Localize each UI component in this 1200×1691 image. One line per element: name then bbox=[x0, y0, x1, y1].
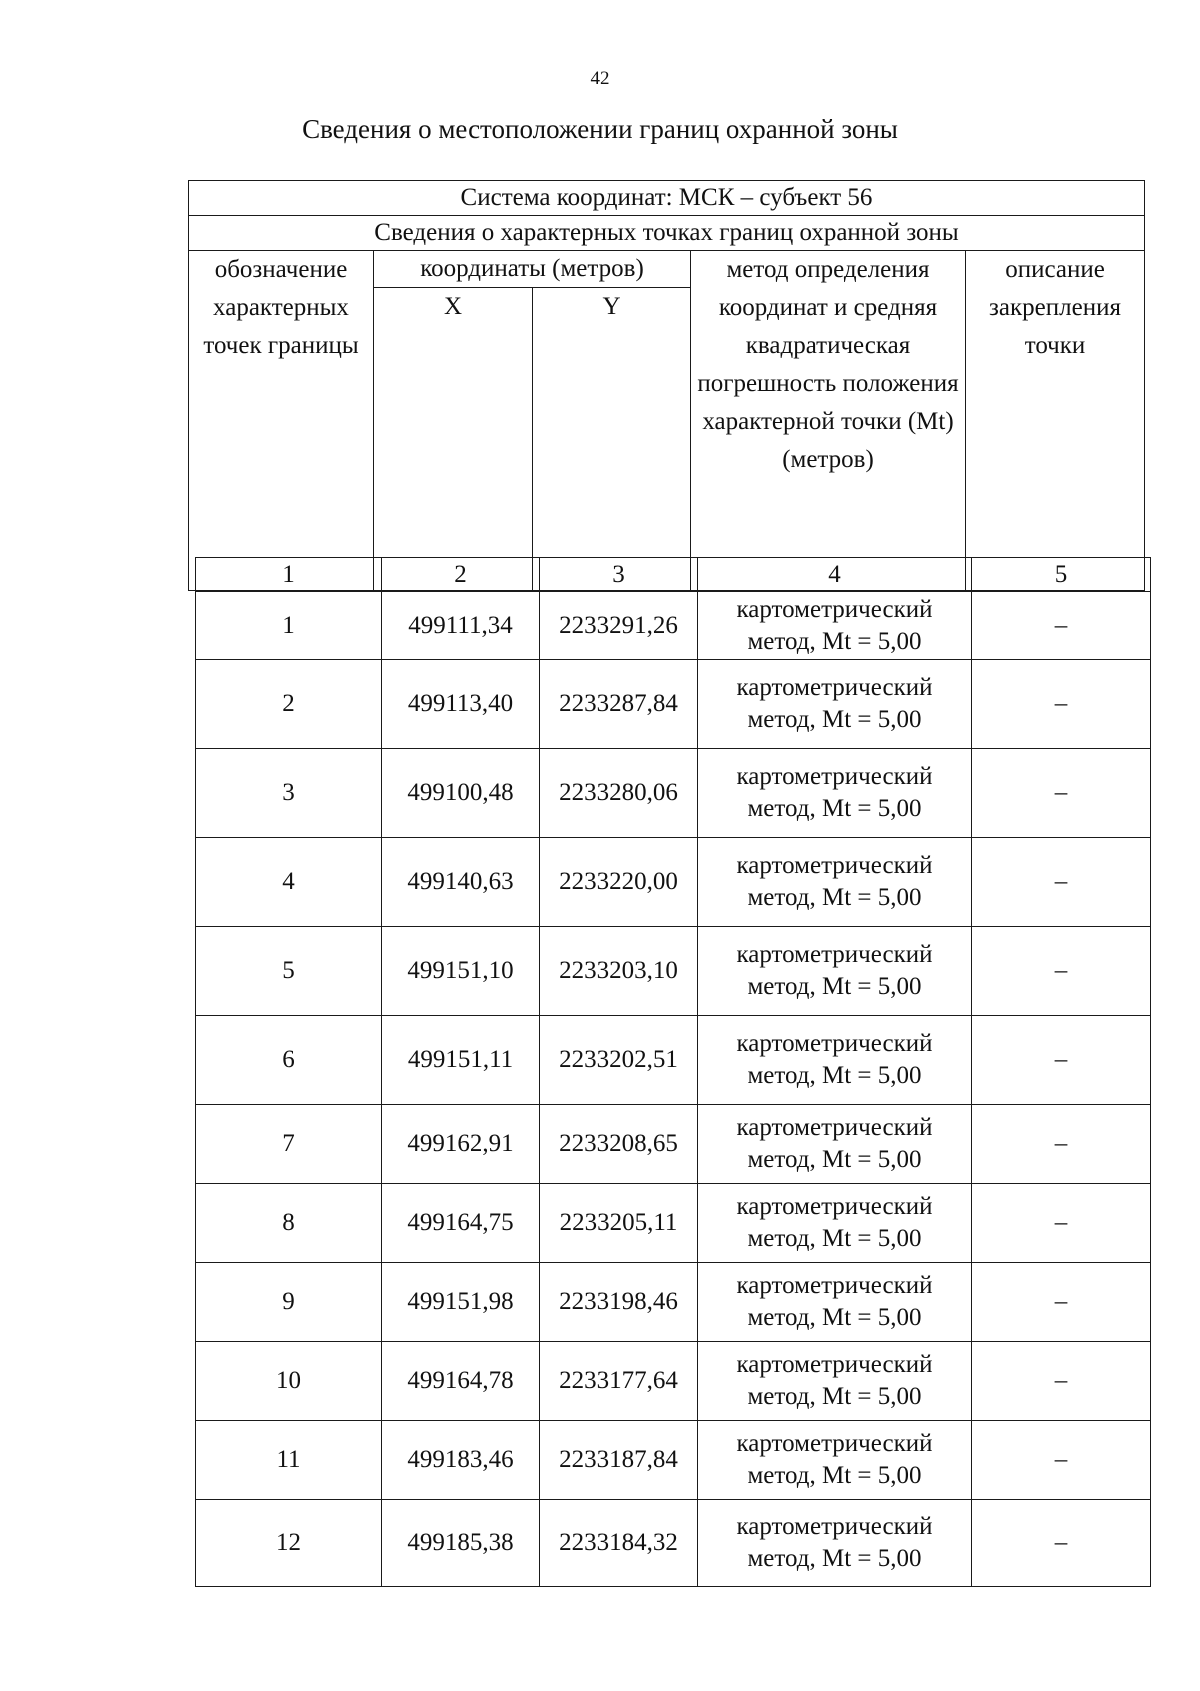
column-number: 2 bbox=[382, 558, 540, 592]
table-row bbox=[196, 1342, 1151, 1421]
x-coordinate: 499113,40 bbox=[382, 660, 540, 749]
page-number: 42 bbox=[590, 68, 610, 89]
header-designation: обозначение характерных точек границы bbox=[189, 251, 374, 591]
method-line: метод, Mt = 5,00 bbox=[747, 1225, 922, 1252]
fixing-description: – bbox=[972, 592, 1151, 660]
y-coordinate: 2233280,06 bbox=[540, 749, 698, 838]
method-line: картометрический bbox=[736, 852, 933, 879]
method-line: метод, Mt = 5,00 bbox=[747, 627, 922, 655]
x-coordinate: 499151,10 bbox=[382, 927, 540, 1016]
method-cell bbox=[698, 592, 972, 660]
x-coordinate: 499164,78 bbox=[382, 1342, 540, 1421]
method-line: метод, Mt = 5,00 bbox=[747, 1304, 922, 1331]
y-coordinate: 2233198,46 bbox=[540, 1263, 698, 1342]
fixing-description: – bbox=[972, 1184, 1151, 1263]
y-coordinate: 2233287,84 bbox=[540, 660, 698, 749]
point-number: 2 bbox=[196, 660, 382, 749]
fixing-description: – bbox=[972, 1263, 1151, 1342]
points-heading: Сведения о характерных точках границ охранной зоны bbox=[189, 216, 1145, 251]
fixing-description: – bbox=[972, 1105, 1151, 1184]
point-number: 5 bbox=[196, 927, 382, 1016]
column-number: 1 bbox=[196, 558, 382, 592]
x-coordinate: 499162,91 bbox=[382, 1105, 540, 1184]
method-cell bbox=[698, 1105, 972, 1184]
table-row bbox=[196, 1500, 1151, 1587]
method-cell bbox=[698, 1016, 972, 1105]
y-coordinate: 2233177,64 bbox=[540, 1342, 698, 1421]
column-number-row bbox=[196, 558, 1151, 592]
table-row bbox=[196, 1421, 1151, 1500]
table-row bbox=[196, 838, 1151, 927]
method-line: картометрический bbox=[736, 1513, 933, 1540]
method-line: картометрический bbox=[736, 674, 933, 701]
table-row bbox=[196, 1184, 1151, 1263]
table-row bbox=[196, 1263, 1151, 1342]
method-line: картометрический bbox=[736, 1430, 933, 1457]
method-line: метод, Mt = 5,00 bbox=[747, 1383, 922, 1410]
method-line: метод, Mt = 5,00 bbox=[747, 1062, 922, 1089]
table-row bbox=[196, 592, 1151, 660]
method-line: метод, Mt = 5,00 bbox=[747, 795, 922, 822]
x-coordinate: 499151,11 bbox=[382, 1016, 540, 1105]
point-number: 6 bbox=[196, 1016, 382, 1105]
table-header bbox=[188, 180, 1145, 591]
points-table bbox=[195, 557, 1151, 1587]
table-row bbox=[196, 749, 1151, 838]
method-line: картометрический bbox=[736, 1030, 933, 1057]
method-cell bbox=[698, 749, 972, 838]
method-line: картометрический bbox=[736, 1114, 933, 1141]
column-number: 5 bbox=[972, 558, 1151, 592]
fixing-description: – bbox=[972, 927, 1151, 1016]
x-coordinate: 499183,46 bbox=[382, 1421, 540, 1500]
header-y: Y bbox=[533, 288, 691, 591]
coordinate-system: Система координат: МСК – субъект 56 bbox=[189, 181, 1145, 216]
method-cell bbox=[698, 1500, 972, 1587]
fixing-description: – bbox=[972, 1016, 1151, 1105]
table-row bbox=[196, 660, 1151, 749]
method-line: метод, Mt = 5,00 bbox=[747, 884, 922, 911]
table-row bbox=[196, 1016, 1151, 1105]
y-coordinate: 2233291,26 bbox=[540, 592, 698, 660]
y-coordinate: 2233205,11 bbox=[540, 1184, 698, 1263]
point-number: 12 bbox=[196, 1500, 382, 1587]
document-title: Сведения о местоположении границ охранной зоны bbox=[302, 114, 898, 144]
method-cell bbox=[698, 1342, 972, 1421]
fixing-description: – bbox=[972, 1500, 1151, 1587]
method-line: метод, Mt = 5,00 bbox=[747, 1462, 922, 1489]
method-cell bbox=[698, 1184, 972, 1263]
method-cell bbox=[698, 1263, 972, 1342]
point-number: 8 bbox=[196, 1184, 382, 1263]
y-coordinate: 2233184,32 bbox=[540, 1500, 698, 1587]
column-number: 4 bbox=[698, 558, 972, 592]
method-line: картометрический bbox=[736, 941, 933, 968]
x-coordinate: 499140,63 bbox=[382, 838, 540, 927]
y-coordinate: 2233220,00 bbox=[540, 838, 698, 927]
y-coordinate: 2233187,84 bbox=[540, 1421, 698, 1500]
point-number: 11 bbox=[196, 1421, 382, 1500]
method-line: картометрический bbox=[736, 1351, 933, 1378]
point-number: 7 bbox=[196, 1105, 382, 1184]
x-coordinate: 499151,98 bbox=[382, 1263, 540, 1342]
column-number: 3 bbox=[540, 558, 698, 592]
method-cell bbox=[698, 660, 972, 749]
x-coordinate: 499100,48 bbox=[382, 749, 540, 838]
point-number: 1 bbox=[196, 592, 382, 660]
method-line: картометрический bbox=[736, 763, 933, 790]
x-coordinate: 499185,38 bbox=[382, 1500, 540, 1587]
point-number: 10 bbox=[196, 1342, 382, 1421]
fixing-description: – bbox=[972, 660, 1151, 749]
header-x: X bbox=[374, 288, 533, 591]
table-row bbox=[196, 1105, 1151, 1184]
method-line: метод, Mt = 5,00 bbox=[747, 973, 922, 1000]
y-coordinate: 2233202,51 bbox=[540, 1016, 698, 1105]
method-line: метод, Mt = 5,00 bbox=[747, 1545, 922, 1572]
method-line: метод, Mt = 5,00 bbox=[747, 1146, 922, 1173]
fixing-description: – bbox=[972, 838, 1151, 927]
y-coordinate: 2233203,10 bbox=[540, 927, 698, 1016]
x-coordinate: 499164,75 bbox=[382, 1184, 540, 1263]
y-coordinate: 2233208,65 bbox=[540, 1105, 698, 1184]
table-row bbox=[196, 927, 1151, 1016]
header-coordinates: координаты (метров) bbox=[374, 251, 691, 288]
point-number: 9 bbox=[196, 1263, 382, 1342]
fixing-description: – bbox=[972, 1342, 1151, 1421]
header-description: описание закрепления точки bbox=[966, 251, 1145, 591]
method-line: картометрический bbox=[736, 1193, 933, 1220]
x-coordinate: 499111,34 bbox=[382, 592, 540, 660]
method-line: картометрический bbox=[736, 1272, 933, 1299]
fixing-description: – bbox=[972, 749, 1151, 838]
method-line: картометрический bbox=[736, 595, 933, 623]
method-cell bbox=[698, 927, 972, 1016]
point-number: 4 bbox=[196, 838, 382, 927]
method-line: метод, Mt = 5,00 bbox=[747, 706, 922, 733]
point-number: 3 bbox=[196, 749, 382, 838]
header-method: метод определения координат и средняя квадратическая погрешность положения характерной точки (Mt) (метров) bbox=[691, 251, 966, 591]
method-cell bbox=[698, 1421, 972, 1500]
fixing-description: – bbox=[972, 1421, 1151, 1500]
method-cell bbox=[698, 838, 972, 927]
